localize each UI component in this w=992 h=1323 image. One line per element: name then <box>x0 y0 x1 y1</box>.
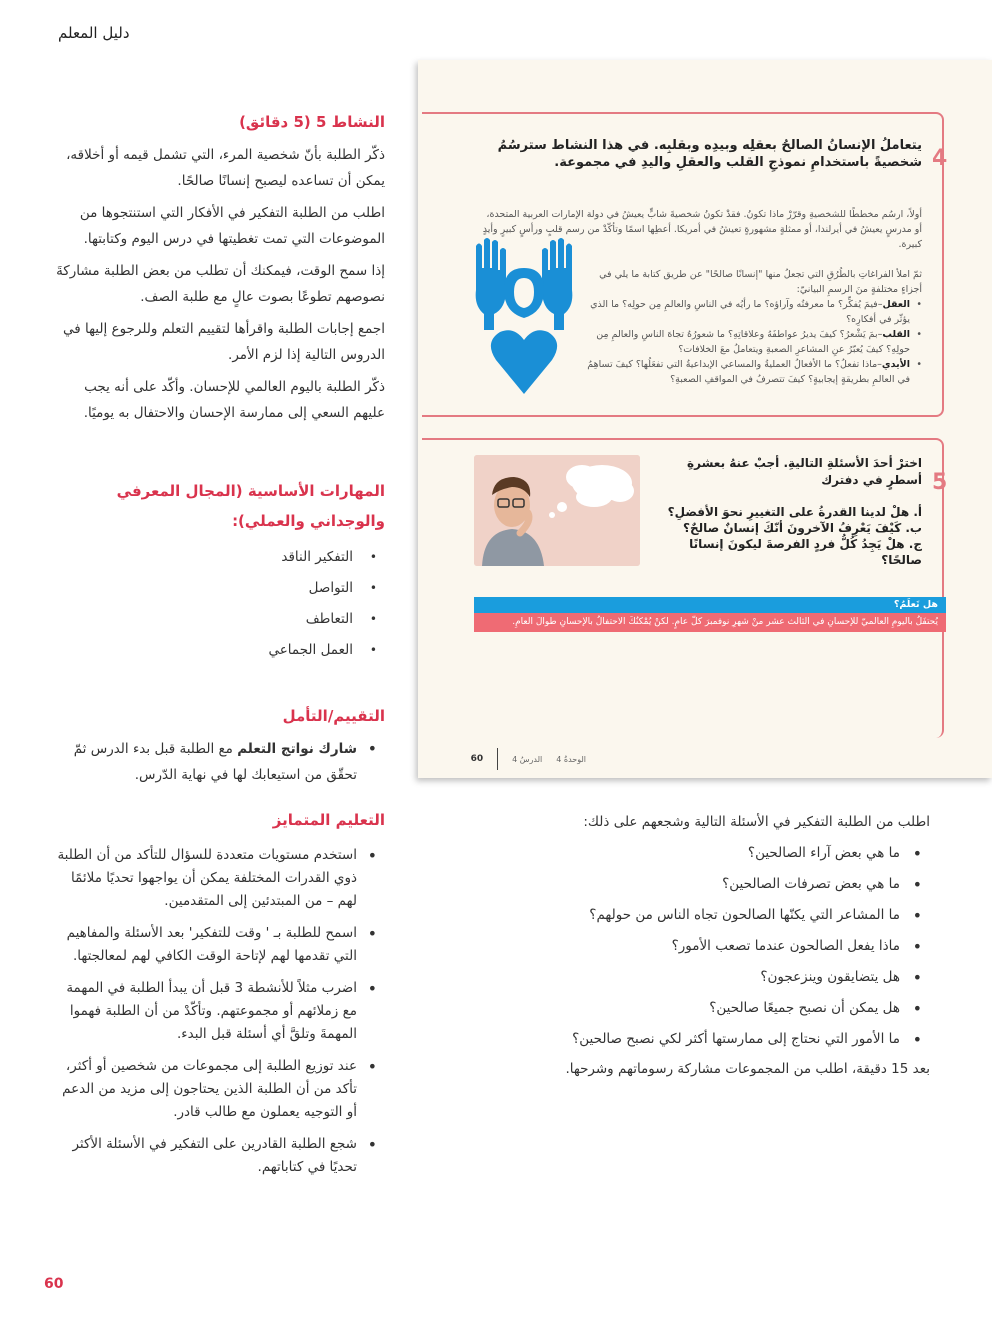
list-item: • ما المشاعر التي يكنّها الصالحون تجاه الناس من حولهم؟ <box>589 906 922 925</box>
question-a: أ. هلْ لدينا القدرةُ على التغييرِ نحوَ الأفضلِ؟ <box>667 505 922 519</box>
activity5-paragraph: اطلب من الطلبة التفكير في الأفكار التي استنتجوها من الموضوعات التي تمت تغطيتها في درس اليوم وكتابتها. <box>79 205 385 247</box>
differentiation-list <box>55 844 385 1179</box>
list-item: • القلب–بمَ يَشْعرُ؟ كيفَ يديرُ عواطفَهُ وعلاقاتِهِ؟ ما شعورُهُ تجاهَ الناسِ والعالمِ مِن حولِهِ؟ كيفَ يُعبّرُ عنِ المشاعرِ الصعبةِ ويتعاملُ معَ الخلافات؟ <box>596 329 922 355</box>
footer-divider <box>497 748 498 770</box>
skills-list <box>55 542 385 666</box>
book-page-number: 60 <box>470 754 484 764</box>
did-you-know-box <box>474 597 946 632</box>
list-item: • اسمح للطلبة بـ ' وقت للتفكير' بعد الأسئلة والمفاهيم التي تقدمها لهم لإتاحة الوقت الكافي لهم لمعالجتها. <box>66 924 377 964</box>
question-b: ب. كَيْفَ يَعْرِفُ الآخرونَ أنّكَ إنسانٌ صالحٌ؟ <box>683 521 922 535</box>
activity5-paragraph: ذكّر الطلبة باليوم العالمي للإحسان. وأكّد على أنه يجب عليهم السعي إلى ممارسة الإحسان والاحتفال به يوميًا. <box>83 379 385 421</box>
list-item: • التواصل <box>308 580 377 596</box>
book-footer <box>436 748 586 770</box>
header-title: دليل المعلم <box>58 24 130 42</box>
thinking-boy-illustration <box>474 455 640 566</box>
activity4-intro: أولاً، ارسُم مخططًا للشخصيةِ وقرّرْ ماذا تكونُ. فقدْ تكونُ شخصيةَ شابٍّ يعيشُ في دولة الإمارات العربية المتحدة، أو مدرسٍ يعيشُ في أيرلندا، أو ممثلةٍ مشهورةٍ تعيشُ في أمريكا. أعطِها اسمًا وتأكّدْ من رسم قلبٍ ورأسٍ كبيرٍ وأيدٍ كبيرة. <box>482 209 922 250</box>
list-item: • التفكير الناقد <box>281 549 377 565</box>
list-item: • اضرب مثلاً للأنشطة 3 قبل أن يبدأ الطلبة في المهمة مع زملائهم أو مجموعتهم. وتأكّدْ من أن الطلبة فهموا المهمةَ وتلقَّ أي أسئلة قبل البدء. <box>66 979 377 1042</box>
list-item: • هل يمكن أن نصبح جميعًا صالحين؟ <box>709 999 922 1018</box>
activity4-body <box>577 267 922 387</box>
activity5-paragraph: ذكّر الطلبة بأنّ شخصية المرء، التي تشمل قيمه أو أخلاقه، يمكن أن تساعده ليصبح إنسانًا صالحًا. <box>66 147 385 189</box>
did-you-know-text: يُحتفَلُ باليومِ العالميّ للإحسانِ في الثالث عشر منْ شهرِ نوفمبرَ كلّ عامٍ. لكنْ يُمْكنُكَ الاحتفالُ بالإحسانِ طوالَ العامِ. <box>474 613 946 632</box>
differentiation-title: التعليم المتمايز <box>272 811 385 829</box>
list-item: • استخدم مستويات متعددة للسؤال للتأكد من أن الطلبة ذوي القدرات المختلفة يمكن أن يواجهوا تحديًا ملائمًا لهم – من المبتدئين إلى المتقدمين. <box>57 846 377 909</box>
list-item: • ما هي بعض آراء الصالحين؟ <box>747 844 922 863</box>
list-item: • التعاطف <box>305 611 377 627</box>
activity4-number: 4 <box>932 146 948 171</box>
assessment-list <box>55 736 385 788</box>
list-item: • هل يتضايقون وينزعجون؟ <box>760 968 922 987</box>
list-item: • الأيدي–ماذا تفعلُ؟ ما الأفعالُ العمليةُ والمساعي الإبداعيةُ التي تفعَلُها؟ كيفَ تساهِمُ في العالمِ بطريقةٍ إيجابيةٍ؟ كيفَ تتصرفُ في المواقفِ الصعبةِ؟ <box>587 359 922 385</box>
discussion-intro: اطلب من الطلبة التفكير في الأسئلة التالية وشجعهم على ذلك: <box>583 814 930 830</box>
activity4-title: يتعاملُ الإنسانُ الصالحُ بعقلِه وبيدِه وبقلبِه. في هذا النشاط سترسُمُ شخصيةً باستخدامِ نموذجِ القلب والعقلِ واليدِ في مجموعة. <box>497 138 922 170</box>
activity5-title: النشاط 5 (5 دقائق) <box>239 113 385 131</box>
discussion-section <box>550 810 930 1081</box>
list-item: • ما هي بعض تصرفات الصالحين؟ <box>722 875 922 894</box>
footer-unit: الوحدةُ 4 <box>556 754 586 764</box>
skills-title: المهارات الأساسية (المجال المعرفي والوجداني والعملي): <box>116 482 385 530</box>
list-item: • عند توزيع الطلبة إلى مجموعات من شخصين أو أكثر، تأكد من أن الطلبة الذين يحتاجون إلى مزيد من الدعم أو التوجيه يعملون مع طالب قادر. <box>62 1057 377 1120</box>
question-c: ج. هلْ يَجِدُ كُلُّ فردٍ الفرصةَ ليكونَ إنسانًا صالحًا؟ <box>689 537 922 567</box>
did-you-know-title: هل تَعلَمُ؟ <box>474 597 946 613</box>
list-item: • العمل الجماعي <box>268 642 377 658</box>
activity4-lead: ثمّ املأ الفراغاتِ بالطُرُقِ التي تجعلُ منها "إنسانًا صالحًا" عن طريق كتابة ما يلي في أجزاءٍ مختلفةٍ منَ الرسمِ البيانيّ: <box>599 269 922 295</box>
list-item: • ما الأمور التي نحتاج إلى ممارستها أكثر لكي نصبح صالحين؟ <box>572 1030 922 1049</box>
page-number: 60 <box>44 1276 64 1292</box>
list-item: • شارك نواتج التعلم مع الطلبة قبل بدء الدرس ثمّ تحقّق من استيعابك لها في نهاية الدّرس. <box>73 739 377 783</box>
activity5-paragraph: اجمع إجابات الطلبة واقرأها لتقييم التعلم وللرجوع إليها في الدروس التالية إذا لزم الأمر. <box>62 321 385 363</box>
teacher-notes-column <box>55 108 385 1188</box>
discussion-outro: بعد 15 دقيقة، اطلب من المجموعات مشاركة رسوماتهم وشرحها. <box>565 1061 930 1077</box>
list-item: • ماذا يفعل الصالحون عندما تصعب الأمور؟ <box>671 937 922 956</box>
activity5-book-title: اخترْ أحدَ الأسئلةِ التاليةِ. أجبْ عنهُ بعشرةِ أسطرٍ في دفترك <box>687 456 922 487</box>
activity5-questions <box>662 504 922 568</box>
footer-lesson: الدرسُ 4 <box>512 754 543 764</box>
thinking-boy-photo <box>474 455 640 566</box>
student-book-page <box>418 60 992 778</box>
discussion-questions <box>550 838 930 1055</box>
assessment-title: التقييم/التأمل <box>282 707 385 725</box>
list-item: • العقل–فيمَ يُفكِّر؟ ما معرفتُه وآراؤه؟ ما رأيُه في الناسِ والعالمِ مِن حولِه؟ ما الذي يؤثّر في أفكارِه؟ <box>590 299 922 325</box>
activity5-paragraph: إذا سمح الوقت، فيمكنك أن تطلب من بعض الطلبة مشاركةَ نصوصهم تطوعًا بصوت عالٍ مع طلبة الصف. <box>56 263 385 305</box>
head-heart-hands-figure <box>470 238 578 394</box>
activity5-number: 5 <box>932 470 948 495</box>
list-item: • شجع الطلبة القادرين على التفكير في الأسئلة الأكثر تحديًا في كتاباتهم. <box>72 1135 377 1175</box>
activity4-list <box>577 297 922 387</box>
